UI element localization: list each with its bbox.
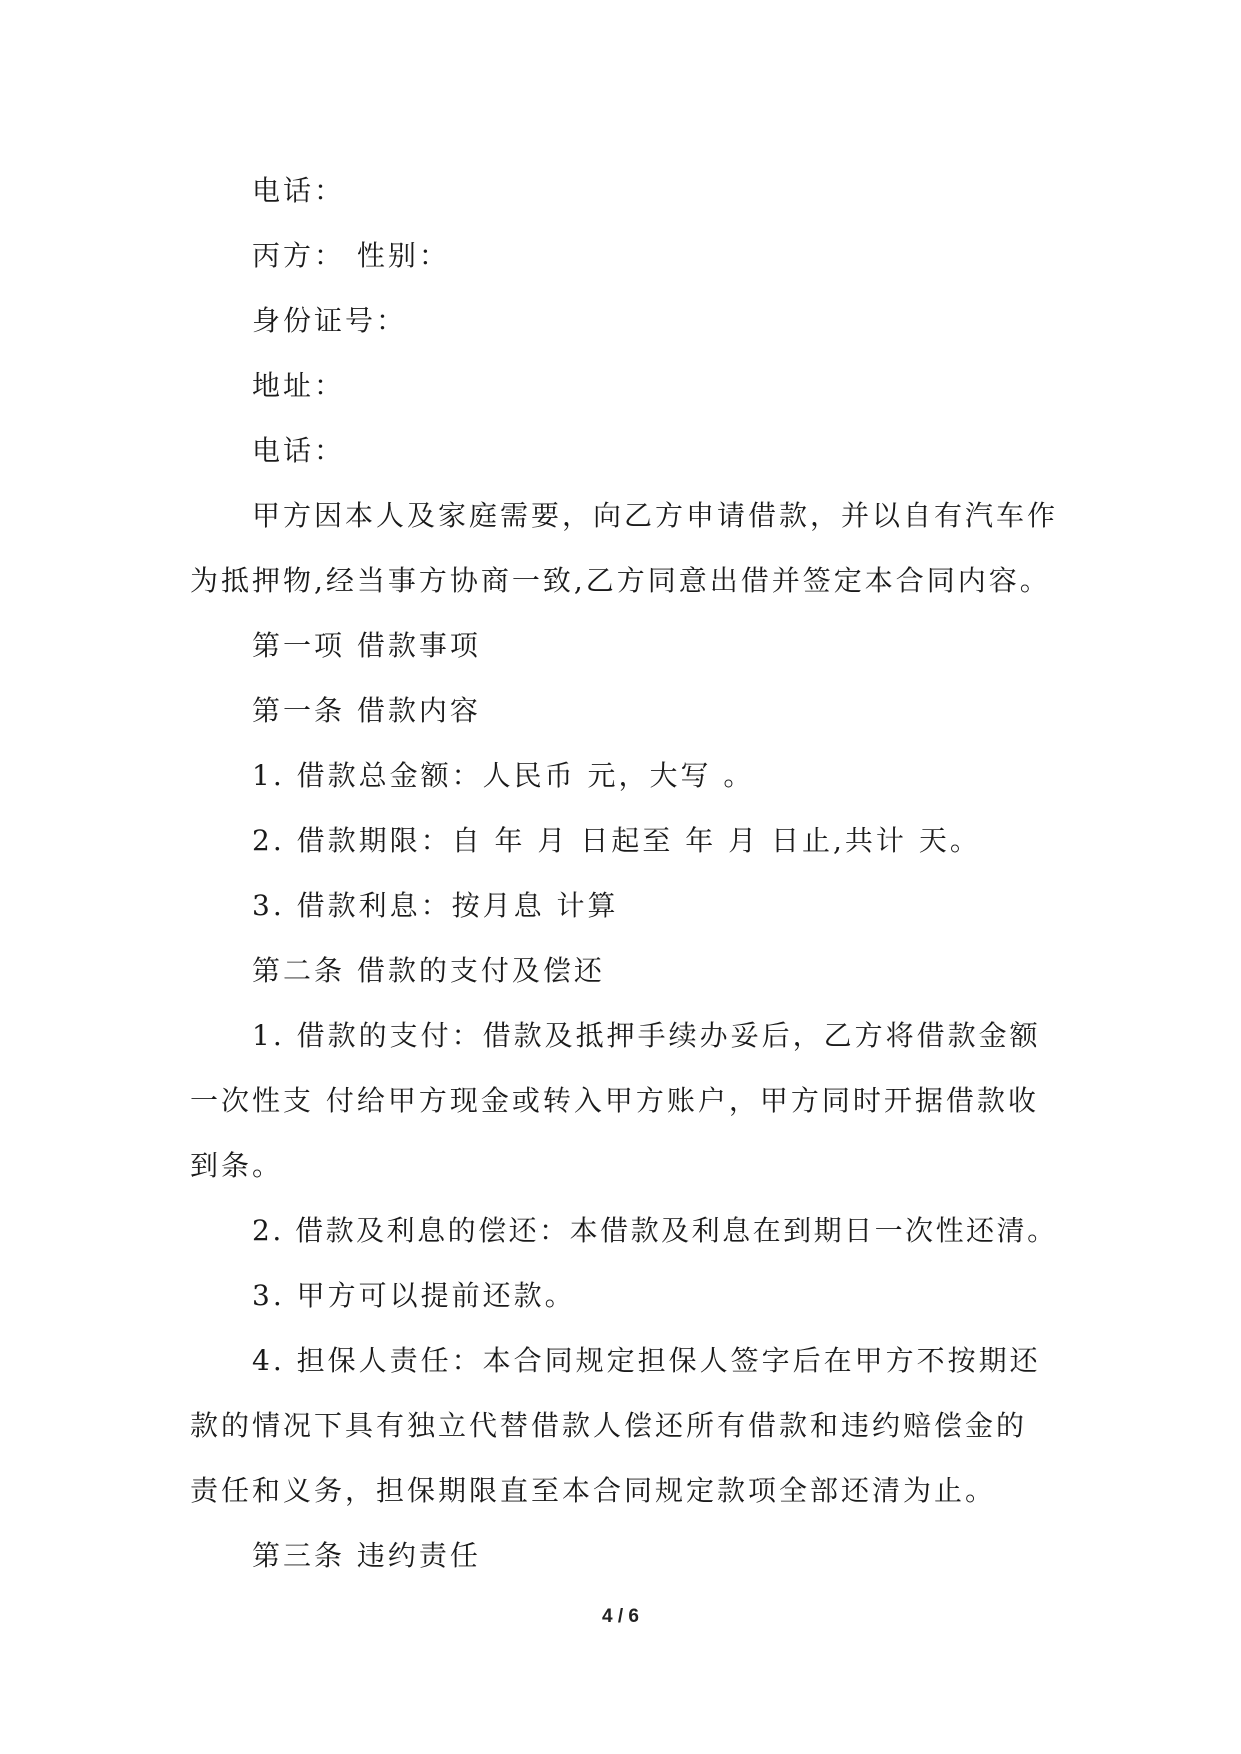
clause-payment-line-3: 到条。 [190,1149,284,1182]
clause-payment-line-1: 1. 借款的支付：借款及抵押手续办妥后，乙方将借款金额 [252,1019,1041,1052]
clause-early-repayment: 3. 甲方可以提前还款。 [252,1279,576,1312]
document-body [190,158,1060,1588]
phone-line: 电话： [252,174,346,207]
clause-repayment: 2. 借款及利息的偿还：本借款及利息在到期日一次性还清。 [252,1214,1058,1247]
clause-guarantor-line-1: 4. 担保人责任：本合同规定担保人签字后在甲方不按期还 [252,1344,1041,1377]
id-number-line: 身份证号： [252,304,408,337]
article-heading-3: 第三条 违约责任 [252,1539,481,1572]
article-heading-2: 第二条 借款的支付及偿还 [252,954,605,987]
clause-guarantor-line-2: 款的情况下具有独立代替借款人偿还所有借款和违约赔偿金的 [190,1409,1028,1442]
clause-loan-interest: 3. 借款利息：按月息 计算 [252,889,619,922]
preamble-line-2: 为抵押物,经当事方协商一致,乙方同意出借并签定本合同内容。 [190,564,1051,597]
address-line: 地址： [252,369,346,402]
article-heading-1: 第一条 借款内容 [252,694,481,727]
clause-loan-term: 2. 借款期限：自 年 月 日起至 年 月 日止,共计 天。 [252,824,981,857]
clause-payment-line-2: 一次性支 付给甲方现金或转入甲方账户，甲方同时开据借款收 [190,1084,1039,1117]
section-heading-1: 第一项 借款事项 [252,629,481,662]
clause-guarantor-line-3: 责任和义务，担保期限直至本合同规定款项全部还清为止。 [190,1474,997,1507]
page-number: 4 / 6 [602,1606,639,1627]
phone-line-2: 电话： [252,434,346,467]
party-c-gender-line: 丙方： 性别： [252,239,450,272]
preamble-line-1: 甲方因本人及家庭需要，向乙方申请借款，并以自有汽车作 [252,499,1059,532]
clause-loan-amount: 1. 借款总金额：人民币 元，大写 。 [252,759,755,792]
